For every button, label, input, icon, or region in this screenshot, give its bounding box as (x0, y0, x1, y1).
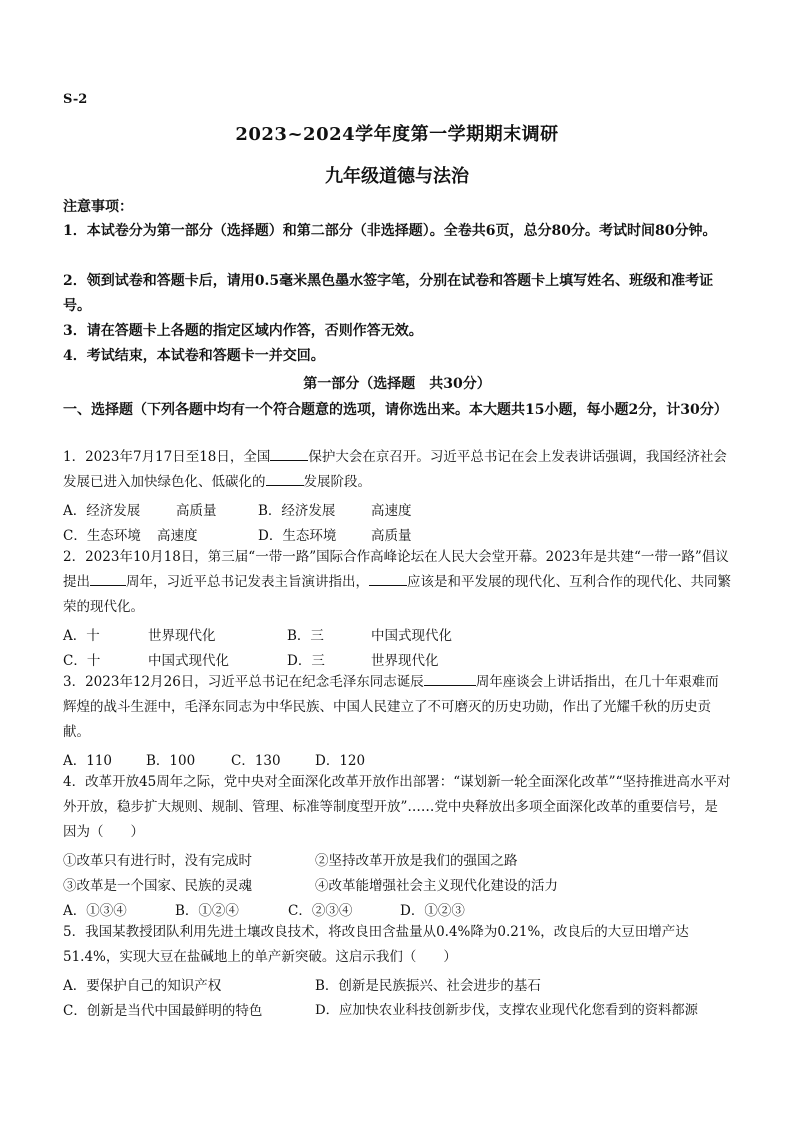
question-5-stem: 5．我国某教授团队利用先进土壤改良技术，将改良田含盐量从0.4%降为0.21%，改良后的大豆田增产达51.4%，实现大豆在盐碱地上的单产新突破。这启示我们（ ） (63, 924, 689, 965)
notes-heading: 注意事项： (63, 199, 133, 215)
answer-blank (266, 473, 304, 486)
option-c-2: 高速度 (157, 528, 198, 544)
note-item: 2．领到试卷和答题卡后，请用0.5毫米黑色墨水签字笔，分别在试卷和答题卡上填写姓名、班级和准考证号。 (63, 273, 714, 314)
option-d-2: 世界现代化 (371, 653, 439, 669)
option-b: B．创新是民族振兴、社会进步的基石 (315, 978, 541, 994)
note-item: 4．考试结束，本试卷和答题卡一并交回。 (63, 348, 325, 364)
option-a: A．110 (63, 753, 113, 769)
option-d-1: D．三 (287, 653, 325, 669)
statement-3: ③改革是一个国家、民族的灵魂 (63, 878, 252, 894)
statement-4: ④改革能增强社会主义现代化建设的活力 (315, 878, 558, 894)
note-item: 1．本试卷分为第一部分（选择题）和第二部分（非选择题）。全卷共6页，总分80分。考试时间80分钟。 (63, 223, 717, 239)
option-b-1: B．三 (287, 628, 324, 644)
option-d: D．120 (315, 753, 366, 769)
option-b: B．100 (146, 753, 196, 769)
paper-code: S-2 (63, 92, 88, 107)
option-a: A．①③④ (63, 903, 127, 919)
option-a: A．要保护自己的知识产权 (63, 978, 222, 994)
exam-title: 2023~2024学年度第一学期期末调研 (235, 124, 559, 145)
answer-blank (90, 573, 126, 586)
option-c-2: 中国式现代化 (148, 653, 229, 669)
question-2-stem: 2．2023年10月18日，第三届“一带一路”国际合作高峰论坛在人民大会堂开幕。2023年是共建“一带一路”倡议提出 周年，习近平总书记发表主旨演讲指出， 应该是和平发展的现代化、互利合作的现代化、共同繁荣的现代化。 (63, 549, 731, 615)
option-b-2: 中国式现代化 (371, 628, 452, 644)
option-b: B．①②④ (175, 903, 239, 919)
answer-blank (424, 673, 476, 686)
option-a-1: A．十 (63, 628, 100, 644)
answer-blank (369, 573, 407, 586)
option-d-1: D．生态环境 (258, 528, 337, 544)
option-c-1: C．生态环境 (63, 528, 141, 544)
option-d: D．①②③ (400, 903, 465, 919)
option-a-2: 世界现代化 (148, 628, 216, 644)
option-b-2: 高速度 (371, 503, 412, 519)
statement-1: ①改革只有进行时，没有完成时 (63, 853, 252, 869)
question-4-stem: 4．改革开放45周年之际，党中央对全面深化改革开放作出部署：“谋划新一轮全面深化改革”“坚持推进高水平对外开放，稳步扩大规则、规制、管理、标准等制度型开放”……党中央释放出多项全面深化改革的重要信号，是因为（ ） (63, 774, 731, 840)
part-heading: 第一部分（选择题 共30分） (303, 376, 491, 392)
section-heading: 一、选择题（下列各题中均有一个符合题意的选项，请你选出来。本大题共15小题，每小题2分，计30分） (63, 402, 728, 418)
option-a-1: A．经济发展 (63, 503, 141, 519)
exam-subject: 九年级道德与法治 (325, 166, 469, 187)
option-a-2: 高质量 (176, 503, 217, 519)
option-d-2: 高质量 (371, 528, 412, 544)
option-d: D．应加快农业科技创新步伐，支撑农业现代化您看到的资料都源 (315, 1003, 698, 1018)
question-1-stem: 1．2023年7月17日至18日，全国 保护大会在京召开。习近平总书记在会上发表讲话强调，我国经济社会发展已进入加快绿色化、低碳化的 发展阶段。 (63, 449, 727, 490)
answer-blank (270, 448, 308, 461)
option-b-1: B．经济发展 (258, 503, 336, 519)
option-c: C．130 (231, 753, 281, 769)
statement-2: ②坚持改革开放是我们的强国之路 (315, 853, 518, 869)
note-item: 3．请在答题卡上各题的指定区域内作答，否则作答无效。 (63, 323, 423, 339)
question-3-stem: 3．2023年12月26日，习近平总书记在纪念毛泽东同志诞辰 周年座谈会上讲话指出，在几十年艰难而辉煌的战斗生涯中，毛泽东同志为中华民族、中国人民建立了不可磨灭的历史功勋，作出了光耀千秋的历史贡献。 (63, 674, 719, 740)
option-c: C．创新是当代中国最鲜明的特色 (63, 1003, 263, 1019)
option-c-1: C．十 (63, 653, 101, 669)
option-c: C．②③④ (288, 903, 353, 919)
